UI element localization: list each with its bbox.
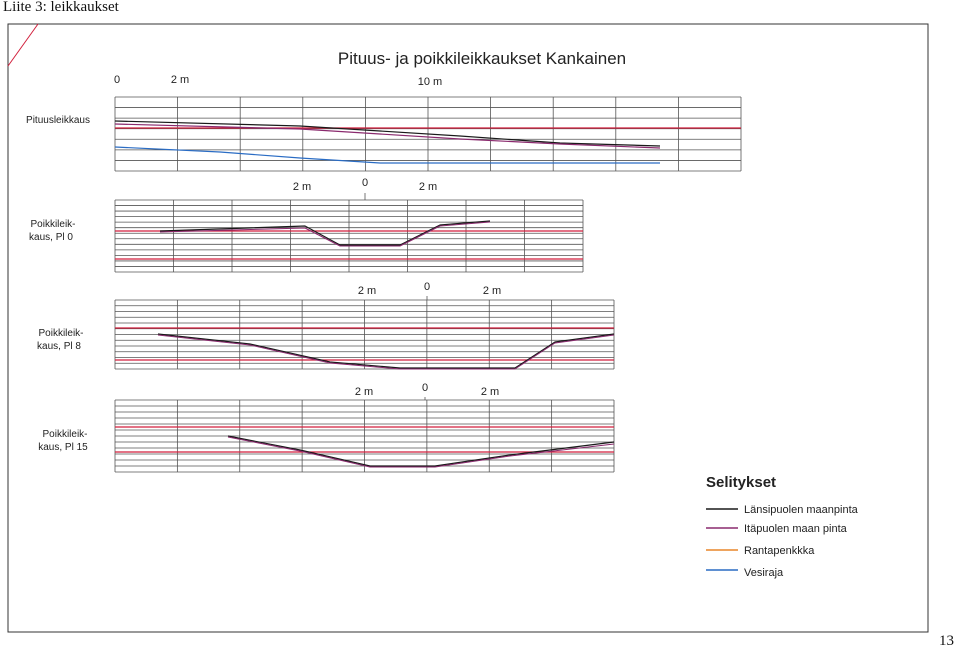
pl8-scale-right: 2 m [482, 285, 502, 297]
section-label-pl15-line1: Poikkileik- [42, 429, 88, 440]
legend-title: Selitykset [706, 474, 777, 491]
profile-layer [115, 121, 741, 467]
page-header: Liite 3: leikkaukset [3, 0, 119, 15]
legend-label-east-ground: Itäpuolen maan pinta [744, 523, 847, 535]
pl0-scale-right: 2 m [418, 181, 438, 193]
page-number: 13 [939, 633, 954, 649]
pl15-scale-center: 0 [421, 382, 429, 394]
pl15-grid [115, 400, 614, 472]
section-label-pl0-line1: Poikkileik- [30, 219, 76, 230]
pl0-scale-left: 2 m [292, 181, 312, 193]
pl0-grid [115, 200, 583, 272]
scale-ten-m-label: 10 m [417, 76, 443, 88]
drawing-title: Pituus- ja poikkileikkaukset Kankainen [337, 49, 627, 68]
section-label-pl15-line2: kaus, Pl 15 [38, 442, 88, 453]
pl8-grid [115, 300, 614, 369]
section-label-pl0-line2: kaus, Pl 0 [29, 232, 73, 243]
legend-label-west-ground: Länsipuolen maanpinta [744, 504, 858, 516]
pl8-scale-center: 0 [423, 281, 431, 293]
legend [706, 474, 859, 579]
pl15-scale-right: 2 m [480, 386, 500, 398]
corner-mark [8, 24, 38, 66]
scale-two-m-label: 2 m [170, 74, 190, 86]
section-label-pl8-line2: kaus, Pl 8 [37, 341, 81, 352]
pl8-scale-left: 2 m [357, 285, 377, 297]
pl15-scale-left: 2 m [354, 386, 374, 398]
section-label-pituus: Pituusleikkaus [26, 115, 90, 126]
legend-label-water: Vesiraja [744, 567, 784, 579]
scale-zero-label: 0 [113, 74, 121, 86]
legend-label-bank: Rantapenkkka [744, 545, 815, 557]
section-label-pl8-line1: Poikkileik- [38, 328, 84, 339]
pl0-east-ground-profile [160, 222, 490, 246]
pituus-west-ground-profile [115, 121, 660, 146]
pl0-scale-center: 0 [361, 177, 369, 189]
